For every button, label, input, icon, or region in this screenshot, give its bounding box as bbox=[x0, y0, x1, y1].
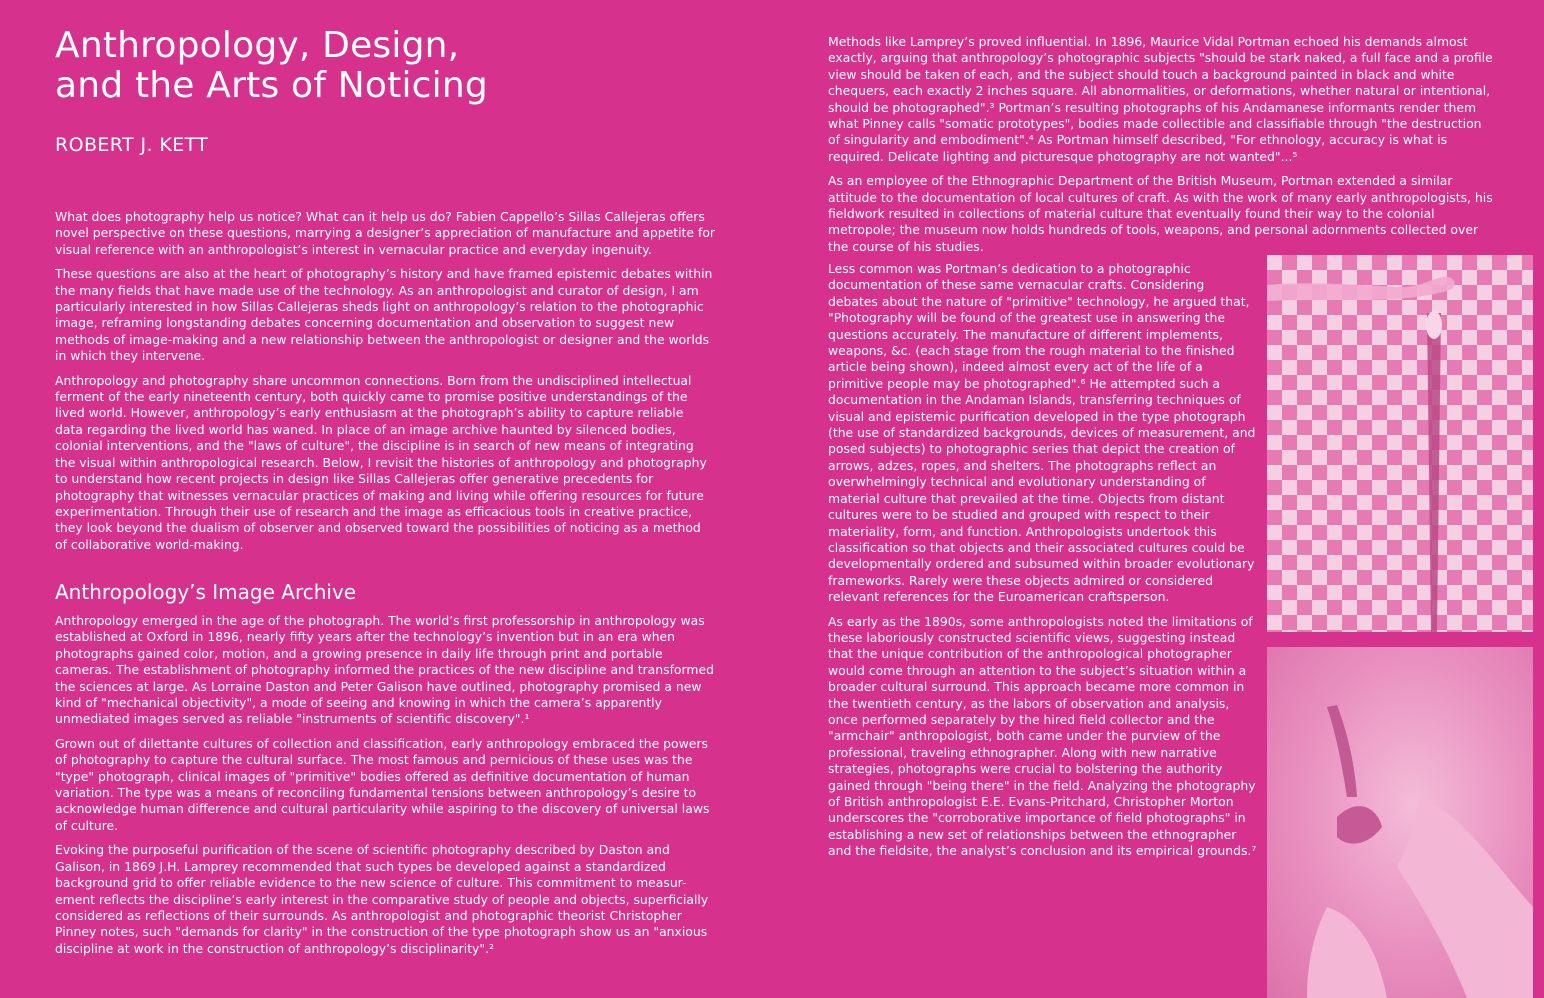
checkerboard-photo bbox=[1267, 255, 1533, 632]
intro-paragraph: Anthropology and photography share uncommon connections. Born from the undisciplined intellectual ferment of the early nineteenth century, both quickly came to promise positive understandings of the lived world. However, anthropology’s early enthusiasm at the photograph’s ability to capture reliable data regarding the lived world has waned. In place of an image archive haunted by silenced bodies, colonial interventions, and the "laws of culture", the discipline is in search of new means of integrating the visual within anthropological research. Below, I revisit the histories of anthropology and photography to understand how recent projects in design like Sillas Callejeras offer generative precedents for photography that witnesses vernacular practices of making and living while offering resources for future experimentation. Through their use of research and the image as efficacious tools in creative practice, they look beyond the dualism of observer and observed toward the possibilities of noticing as a method of collaborative world-making. bbox=[55, 372, 707, 552]
intro-text bbox=[55, 209, 715, 561]
author-name: ROBERT J. KETT bbox=[55, 134, 209, 156]
intro-paragraph: What does photography help us notice? What can it help us do? Fabien Cappello’s Sillas Callejeras offers novel perspective on these questions, marrying a designer’s appreciation of manufacture and appetite for visual reference with an anthropologist’s interest in vernacular practice and everyday ingenuity. bbox=[55, 209, 716, 257]
body-paragraph: As an employee of the Ethnographic Department of the British Museum, Portman extended a similar attitude to the documentation of local cultures of craft. As with the work of many early anthropologists, his fieldwork resulted in collections of material culture that eventually found their way to the colonial metropole; the museum now holds hundreds of tools, weapons, and personal adornments collected over the course of his studies. bbox=[828, 173, 1493, 254]
right-page bbox=[772, 0, 1544, 998]
section-text bbox=[55, 613, 715, 965]
section-paragraph: Grown out of dilettante cultures of collection and classification, early anthropology embraced the powers of photography to capture the cultural surface. The most famous and pernicious of these uses was the "type" photograph, clinical images of "primitive" bodies offered as definitive documentation of human variation. The type was a means of reconciling fundamental tensions between anthropology’s desire to acknowledge human difference and cultural particularity while aspiring to the discovery of universal laws of culture. bbox=[55, 735, 710, 833]
wide-text bbox=[828, 34, 1494, 263]
body-paragraph: As early as the 1890s, some anthropologists noted the limitations of these laboriously constructed scientific views, suggesting instead that the unique contribution of the anthropological photographer would come through an attention to the subject’s situation within a broader cultural surround. This approach became more common in the twentieth century, as the labors of observation and analysis, once performed separately by the hired field collector and the "armchair" anthropologist, both came under the purview of the professional, traveling ethnographer. Along with new narrative strategies, photographs were crucial to bolstering the authority gained through "being there" in the field. Analyzing the photography of British anthropologist E.E. Evans-Pritchard, Christopher Morton underscores the "corroborative importance of field photographs" in establishing a new set of relationships between the ethnographer and the fieldsite, the analyst’s conclusion and its empirical grounds.⁷ bbox=[828, 613, 1257, 859]
hands-crafting-photo bbox=[1267, 647, 1533, 998]
body-paragraph: Less common was Portman’s dedication to a photographic documentation of these same vernacular crafts. Considering debates about the nature of "primitive" technology, he argued that, "Photography will be found of the greatest use in answering the questions accurately. The manufacture of different implements, weapons, &c. (each stage from the rough material to the finished article being shown), indeed almost every act of the life of a primitive people may be photographed".⁶ He attempted such a documentation in the Andaman Islands, transferring techniques of visual and epistemic purification developed in the type photograph (the use of standardized backgrounds, devices of measurement, and posed subjects) to photographic series that depict the creation of arrows, adzes, ropes, and shelters. The photographs reflect an overwhelmingly technical and evolutionary understanding of material culture that prevailed at the time. Objects from distant cultures were to be studied and grouped with respect to their materiality, form, and function. Anthropologists undertook this classification so that objects and their associated cultures could be developmentally ordered and subsumed within broader evolutionary frameworks. Rarely were these objects admired or considered relevant references for the Euroamerican craftsperson. bbox=[828, 261, 1256, 605]
section-paragraph: Evoking the purposeful purification of the scene of scientific photography described by Daston and Galison, in 1869 J.H. Lamprey recommended that such types be developed against a standardized background grid to offer reliable evidence to the new science of culture. This commitment to measur-ement reflects the discipline’s early interest in the comparative study of people and objects, superficially considered as reflections of their surrounds. As anthropologist and photographic theorist Christopher Pinney notes, such "demands for clarity" in the construction of the type photograph show us an "anxious discipline at work in the construction of anthropology’s disciplinarity".² bbox=[55, 842, 709, 956]
hands-illustration bbox=[1267, 647, 1533, 998]
section-paragraph: Anthropology emerged in the age of the photograph. The world’s first professorship in anthropology was established at Oxford in 1896, nearly fifty years after the technology’s invention but in an era when photographs gained color, motion, and a growing presence in daily life through print and portable cameras. The establishment of photography informed the practices of the new discipline and transformed the sciences at large. As Lorraine Daston and Peter Galison have outlined, photography promised a new kind of "mechanical objectivity", a mode of seeing and knowing in which the camera’s apparently unmediated images served as reliable "instruments of scientific discovery".¹ bbox=[55, 613, 714, 727]
intro-paragraph: These questions are also at the heart of photography’s history and have framed epistemic debates within the many fields that have made use of the technology. As an anthropologist and curator of design, I am particularly interested in how Sillas Callejeras sheds light on anthropology’s relation to the photographic image, reframing longstanding debates concerning documentation and observation to suggest new methods of image-making and a new relationship between the anthropologist or designer and the worlds in which they intervene. bbox=[55, 266, 713, 364]
section-heading: Anthropology’s Image Archive bbox=[55, 580, 357, 604]
narrow-text bbox=[828, 261, 1258, 868]
article-title: Anthropology, Design, and the Arts of Noticing bbox=[55, 25, 488, 106]
body-paragraph: Methods like Lamprey’s proved influential. In 1896, Maurice Vidal Portman echoed his demands almost exactly, arguing that anthropology’s photographic subjects "should be stark naked, a full face and a profile view should be taken of each, and the subject should touch a background painted in black and white chequers, each exactly 2 inches square. All abnormalities, or deformations, whether natural or intentional, should be photographed".³ Portman’s resulting photographs of his Andamanese informants render them what Pinney calls "somatic prototypes", bodies made collectible and classifiable through "the destruction of singularity and embodiment".⁴ As Portman himself described, "For ethnology, accuracy is what is required. Delicate lighting and picturesque photography are not wanted"...⁵ bbox=[828, 34, 1493, 164]
arm-and-stick-illustration bbox=[1267, 255, 1533, 632]
